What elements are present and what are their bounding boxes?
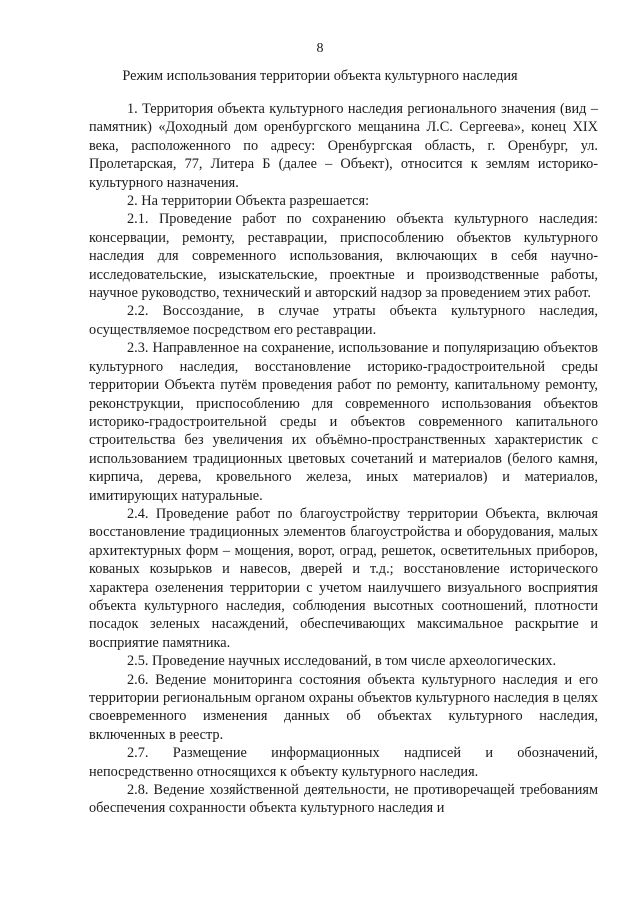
paragraph-2-1: 2.1. Проведение работ по сохранению объекта культурного наследия: консервации, ремонту, реставрации, приспособлению объектов культурного наследия для современного использования, включающих в себя научно-исследовательские, изыскательские, проектные и производственные работы, научное руководство, технический и авторский надзор за проведением этих работ. (89, 211, 598, 302)
paragraph-2-5: 2.5. Проведение научных исследований, в том числе археологических. (127, 653, 557, 670)
paragraph-2-3: 2.3. Направленное на сохранение, использование и популяризацию объектов культурного наследия, восстановление историко-градостроительной среды территории Объекта путём проведения работ по ремонту, капитальному ремонту, реконструкции, приспособлению для современного использования объектов историко-градостроительной среды и объектов современного капитального строительства без увеличения их объёмно-пространственных характеристик с использованием традиционных цветовых сочетаний и материалов (белого камня, кирпича, дерева, кровельного железа, иных материалов) и материалов, имитирующих натуральные. (89, 340, 598, 504)
document-body (89, 100, 598, 818)
paragraph-permitted-intro: 2. На территории Объекта разрешается: (127, 193, 370, 210)
paragraph-territory: 1. Территория объекта культурного наследия регионального значения (вид – памятник) «Доходный дом оренбургского мещанина Л.С. Сергеева», конец XIX века, расположенного по адресу: Оренбургская область, г. Оренбург, ул. Пролетарская, 77, Литера Б (далее – Объект), относится к землям историко-культурного назначения. (89, 101, 598, 191)
paragraph-2-4: 2.4. Проведение работ по благоустройству территории Объекта, включая восстановление традиционных элементов благоустройства и оборудования, малых архитектурных форм – мощения, ворот, оград, решеток, осветительных приборов, кованых козырьков и навесов, дверей и т.д.; восстановление исторического характера озеленения территории с учетом наилучшего визуального восприятия объекта культурного наследия, соблюдения высотных соотношений, плотности посадок зеленых насаждений, обеспечивающих максимальное раскрытие и восприятие памятника. (89, 505, 598, 651)
paragraph-2-7: 2.7. Размещение информационных надписей и обозначений, непосредственно относящихся к объекту культурного наследия. (89, 745, 598, 780)
section-title: Режим использования территории объекта культурного наследия (122, 68, 518, 84)
page-number: 8 (316, 41, 324, 56)
paragraph-2-2: 2.2. Воссоздание, в случае утраты объекта культурного наследия, осуществляемое посредством его реставрации. (89, 303, 598, 338)
paragraph-2-8: 2.8. Ведение хозяйственной деятельности, не противоречащей требованиям обеспечения сохранности объекта культурного наследия и (89, 782, 598, 817)
paragraph-2-6: 2.6. Ведение мониторинга состояния объекта культурного наследия и его территории региональным органом охраны объектов культурного наследия в целях своевременного изменения данных об объектах культурного наследия, включенных в реестр. (89, 671, 598, 743)
